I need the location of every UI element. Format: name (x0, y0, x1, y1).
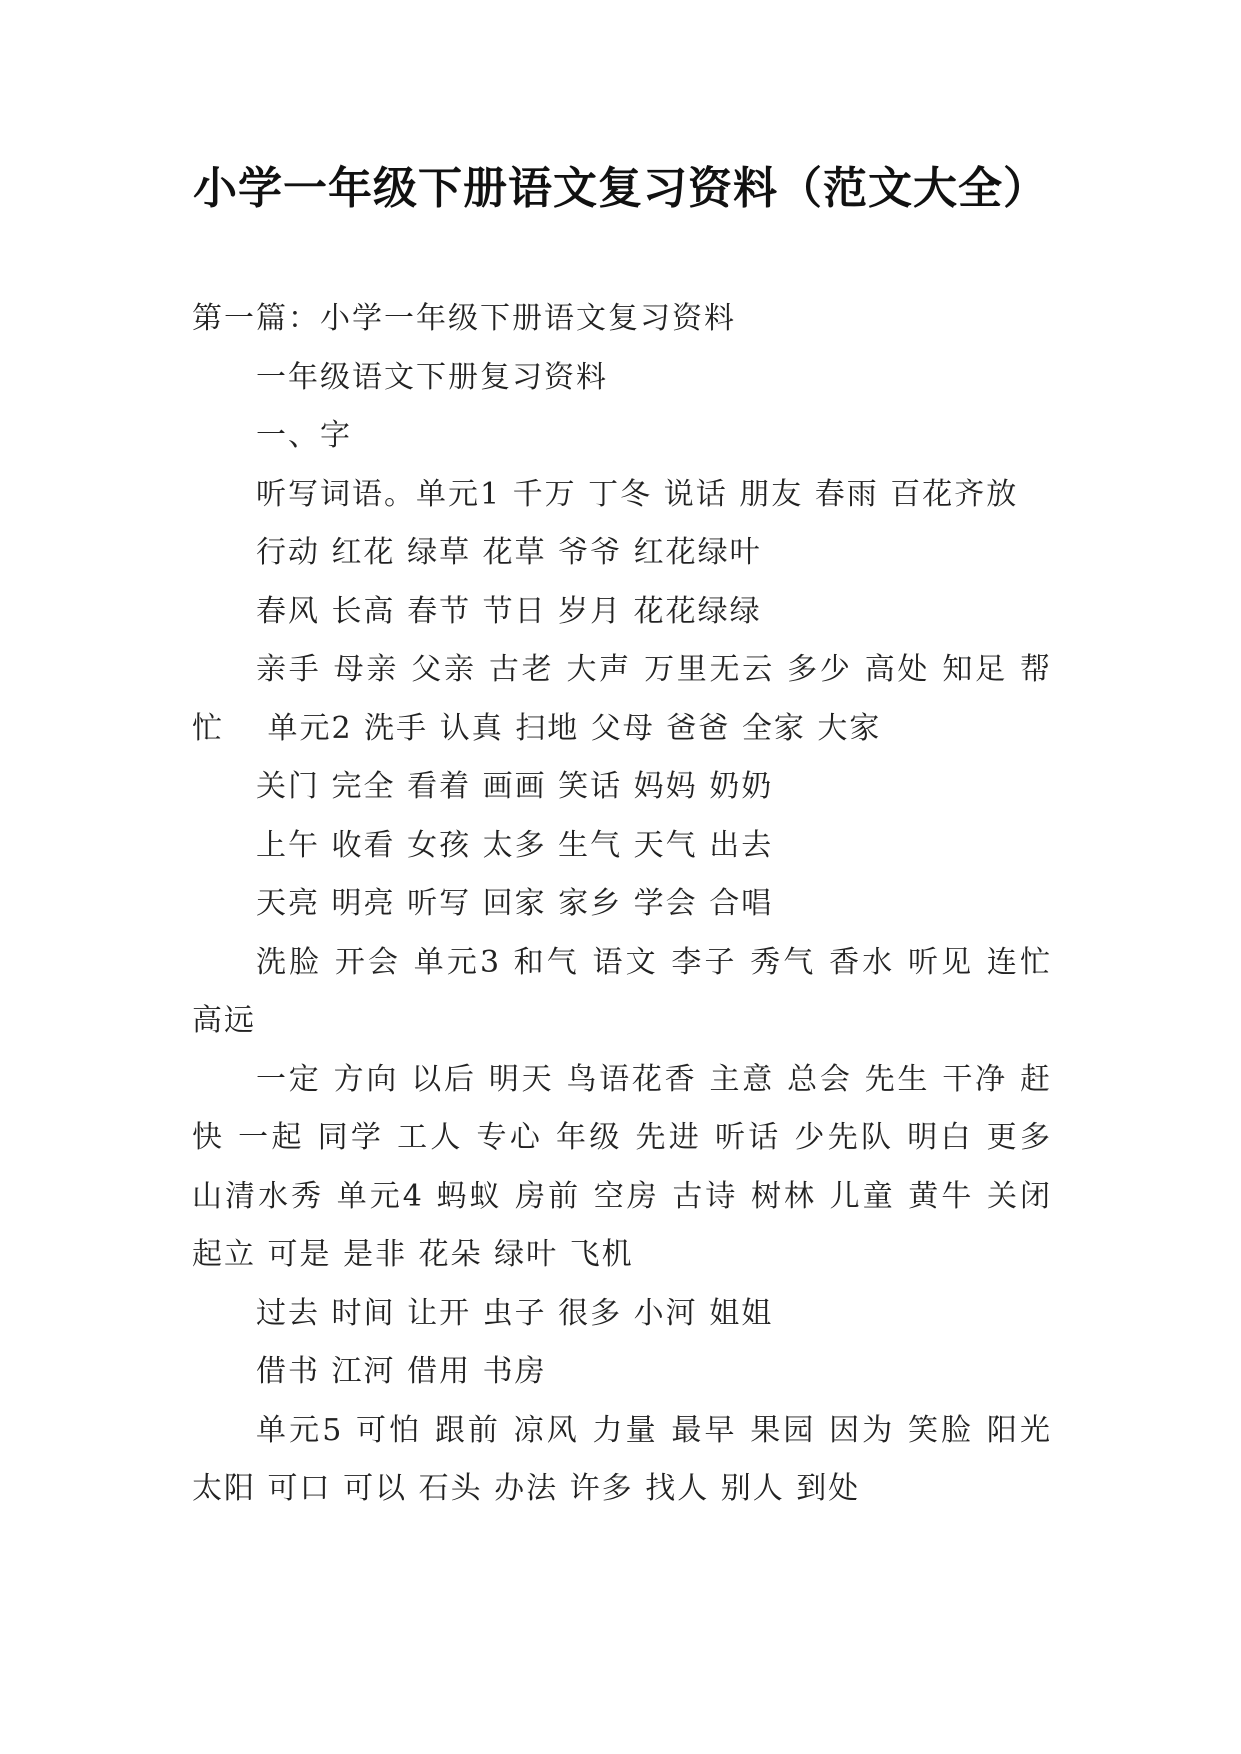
vocab-paragraph: 借书 江河 借用 书房 (256, 1354, 547, 1389)
document-body (192, 290, 1052, 1519)
vocab-paragraph: 洗脸 开会 单元3 和气 语文 李子 秀气 香水 听见 连忙 高远 (192, 944, 1052, 1038)
vocab-paragraph: 听写词语。单元1 千万 丁冬 说话 朋友 春雨 百花齐放 (256, 476, 1019, 512)
vocab-paragraph: 天亮 明亮 听写 回家 家乡 学会 合唱 (256, 886, 774, 921)
document-title: 小学一年级下册语文复习资料（范文大全） (193, 163, 1048, 214)
vocab-paragraph: 关门 完全 看着 画画 笑话 妈妈 奶奶 (256, 769, 774, 804)
chapter-heading: 第一篇：小学一年级下册语文复习资料 (192, 301, 736, 336)
subtitle: 一年级语文下册复习资料 (256, 359, 608, 395)
vocab-paragraph: 单元5 可怕 跟前 凉风 力量 最早 果园 因为 笑脸 阳光 太阳 可口 可以 石头 办法 许多 找人 别人 到处 (192, 1412, 1052, 1506)
section-heading: 一、字 (256, 418, 352, 453)
vocab-paragraph: 上午 收看 女孩 太多 生气 天气 出去 (256, 827, 774, 863)
vocab-paragraph: 过去 时间 让开 虫子 很多 小河 姐姐 (256, 1295, 774, 1331)
vocab-paragraph: 行动 红花 绿草 花草 爷爷 红花绿叶 (256, 535, 762, 570)
vocab-paragraph: 春风 长高 春节 节日 岁月 花花绿绿 (256, 593, 762, 629)
vocab-paragraph: 一定 方向 以后 明天 鸟语花香 主意 总会 先生 干净 赶快 一起 同学 工人 专心 年级 先进 听话 少先队 明白 更多 山清水秀 单元4 蚂蚁 房前 空房 古诗 树林 儿童 黄牛 关闭 起立 可是 是非 花朵 绿叶 飞机 (192, 1061, 1052, 1272)
vocab-paragraph: 亲手 母亲 父亲 古老 大声 万里无云 多少 高处 知足 帮忙 单元2 洗手 认真 扫地 父母 爸爸 全家 大家 (192, 652, 1052, 746)
